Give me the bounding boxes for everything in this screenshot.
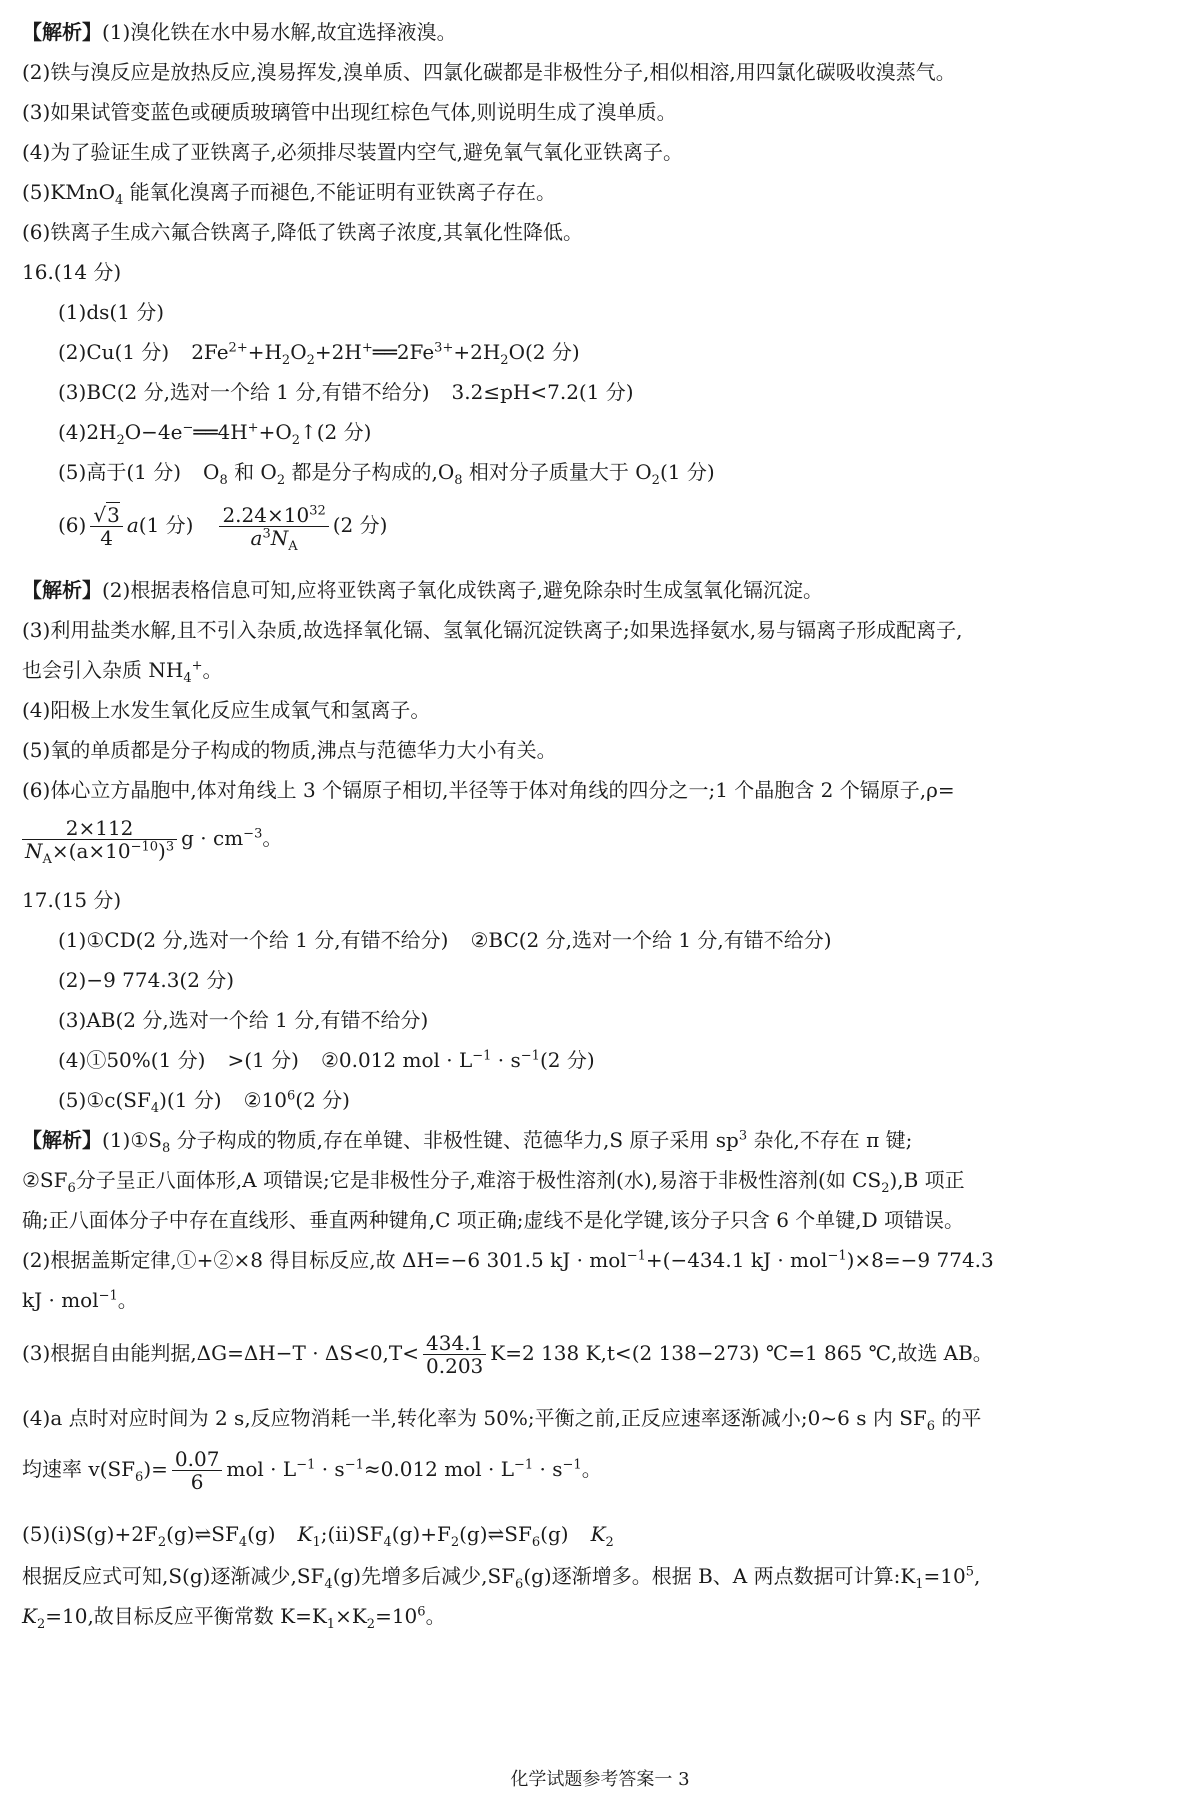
analysis-16-density-formula: $\frac{2\times 112}{N_A\times(a\times 10^{-10})^3}$ $g \cdot cm^{-3}$。 — [22, 814, 1180, 862]
fraction-temperature: $\frac{434.1}{0.203}$ — [423, 1332, 486, 1377]
analysis-17-line-1b: $②SF_6$分子呈正八面体形,A 项错误;它是非极性分子,难溶于极性溶剂(水),易溶于非极性溶剂(如 $CS_2),B$ 项正 — [22, 1168, 965, 1196]
q17-answer-4: (4)①50%(1 分) >(1 分) ②0.012 mol · $L^{-1} \cdot s^{-1}(2$ 分) — [58, 1048, 595, 1072]
fraction-density: $\frac{2.24\times 10^{32}}{a^3N_A}$ — [219, 504, 328, 549]
analysis-16-line-3: (3)利用盐类水解,且不引入杂质,故选择氧化镉、氢氧化镉沉淀铁离子;如果选择氨水,易与镉离子形成配离子, — [22, 618, 963, 642]
analysis-16-line-2: 【解析】(2)根据表格信息可知,应将亚铁离子氧化成铁离子,避免除杂时生成氢氧化镉沉淀。 — [22, 578, 824, 602]
analysis-label: 【解析】 — [22, 20, 102, 44]
q17-header: 17.(15 分) — [22, 888, 122, 912]
q16-answer-5: (5)高于(1 分) $O_8$ 和 $O_2$ 都是分子构成的$,O_8$ 相对分子质量大于 $O_2(1$ 分) — [58, 460, 715, 488]
q16-header: 16.(14 分) — [22, 260, 122, 284]
q16-answer-6: (6) $\frac{√3}{4}$ a(1 分) $\frac{2.24\times 10^{32}}{a^3N_A}$ (2 分) — [58, 503, 388, 554]
analysis-16-line-4: (4)阳极上水发生氧化反应生成氧气和氢离子。 — [22, 698, 431, 722]
q16-answer-2: (2)Cu(1 分) $2Fe^{2+}+H_2O_2+2H^+══2Fe^{3+}+2H_2O(2$ 分) — [58, 340, 580, 368]
analysis-17-line-5c: $K_2=10$,故目标反应平衡常数 $K=K_1\times K_2=10^6$。 — [22, 1604, 446, 1632]
analysis-17-line-1: 【解析】$(1)①S_8$ 分子构成的物质,存在单键、非极性键、范德华力,S 原子采用 $sp^3$ 杂化,不存在 π 键; — [22, 1128, 913, 1156]
analysis-15-line-6: (6)铁离子生成六氟合铁离子,降低了铁离子浓度,其氧化性降低。 — [22, 220, 584, 244]
analysis-15-line-3: (3)如果试管变蓝色或硬质玻璃管中出现红棕色气体,则说明生成了溴单质。 — [22, 100, 677, 124]
q16-answer-1: (1)ds(1 分) — [58, 300, 165, 324]
analysis-15-line-2: (2)铁与溴反应是放热反应,溴易挥发,溴单质、四氯化碳都是非极性分子,相似相溶,用四氯化碳吸收溴蒸气。 — [22, 60, 956, 84]
analysis-17-line-2b: kJ · mol$^{-1}$。 — [22, 1288, 138, 1312]
analysis-17-line-2: (2)根据盖斯定律,①+②×8 得目标反应,故 ΔH=−6 301.5 kJ · mol$^{-1}$+(−434.1 kJ · mol$^{-1}$)×8=−9 774.3 — [22, 1248, 994, 1272]
analysis-17-line-4b: 均速率 $v(SF_6)=$ $\frac{0.07}{6}$ mol · $L^{-1} \cdot s^{-1}\approx 0.012$ mol · $L^{-1} \cdot s^{-1}$。 — [22, 1447, 602, 1494]
analysis-15-line-1: 【解析】(1)溴化铁在水中易水解,故宜选择液溴。 — [22, 20, 457, 44]
q17-answer-5: $(5)①c(SF_4)(1$ 分) $②10^6(2$ 分) — [58, 1088, 350, 1116]
analysis-17-line-5: $(5)(ⅰ)S(g)+2F_2(g)\rightleftharpoons SF_4(g)$ $K_1;(ⅱ)SF_4(g)+F_2(g)\rightleftharpoons SF_6(g)$ $K_2$ — [22, 1522, 614, 1550]
analysis-17-line-3: (3)根据自由能判据,ΔG=ΔH−T · ΔS<0,T< $\frac{434.1}{0.203}$ K=2 138 K,t<(2 138−273) ℃=1 865 ℃,故选 AB。 — [22, 1331, 993, 1378]
analysis-17-line-1c: 确;正八面体分子中存在直线形、垂直两种键角,C 项正确;虚线不是化学键,该分子只含 6 个单键,D 项错误。 — [22, 1208, 965, 1232]
analysis-16-line-3b: 也会引入杂质 $NH_4^+$。 — [22, 658, 223, 686]
q17-answer-3: (3)AB(2 分,选对一个给 1 分,有错不给分) — [58, 1008, 429, 1032]
analysis-15-line-5: (5)KMnO$_4$ 能氧化溴离子而褪色,不能证明有亚铁离子存在。 — [22, 180, 557, 208]
analysis-16-line-5: (5)氧的单质都是分子构成的物质,沸点与范德华力大小有关。 — [22, 738, 557, 762]
q17-answer-1: (1)①CD(2 分,选对一个给 1 分,有错不给分) ②BC(2 分,选对一个给 1 分,有错不给分) — [58, 928, 832, 952]
analysis-16-line-6: (6)体心立方晶胞中,体对角线上 3 个镉原子相切,半径等于体对角线的四分之一;1 个晶胞含 2 个镉原子,ρ= — [22, 778, 955, 802]
fraction-density-expression: $\frac{2\times 112}{N_A\times(a\times 10^{-10})^3}$ — [22, 817, 177, 862]
page-footer: 化学试题参考答案一 3 — [510, 1769, 690, 1790]
analysis-17-line-4: (4)a 点时对应时间为 2 s,反应物消耗一半,转化率为 50%;平衡之前,正反应速率逐渐减小;0~6 s 内 $SF_6$ 的平 — [22, 1406, 982, 1434]
fraction-rate: $\frac{0.07}{6}$ — [172, 1448, 223, 1493]
q16-answer-3: (3)BC(2 分,选对一个给 1 分,有错不给分) 3.2≤pH<7.2(1 分) — [58, 380, 634, 404]
q16-answer-4: $(4)2H_2O-4e^-══4H^++O_2↑(2$ 分) — [58, 420, 372, 448]
analysis-15-line-4: (4)为了验证生成了亚铁离子,必须排尽装置内空气,避免氧气氧化亚铁离子。 — [22, 140, 684, 164]
analysis-17-line-5b: 根据反应式可知,S(g)逐渐减少$,SF_4(g)$先增多后减少$,SF_6(g)$逐渐增多。根据 B、A 两点数据可计算$:K_1=10^5$, — [22, 1564, 981, 1592]
q17-answer-2: (2)−9 774.3(2 分) — [58, 968, 235, 992]
fraction-sqrt3-over-4: $\frac{√3}{4}$ — [90, 504, 122, 549]
